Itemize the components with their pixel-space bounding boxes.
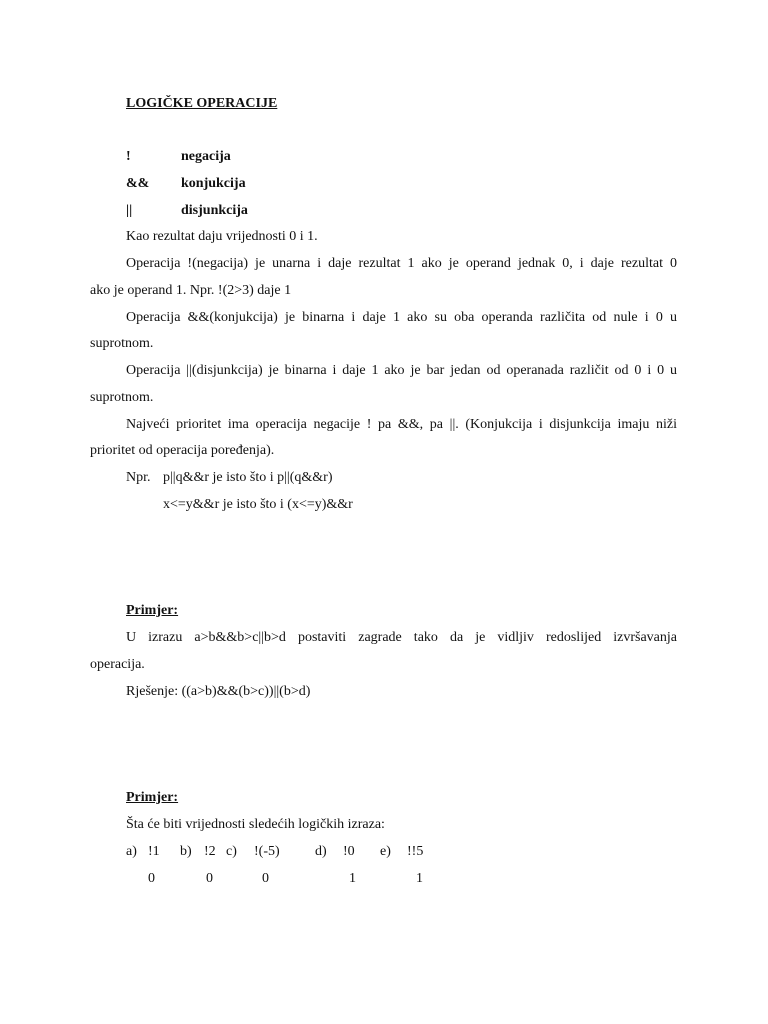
- item-label: a): [126, 844, 137, 859]
- operator-symbol: &&: [126, 176, 150, 191]
- item-expression: !2: [204, 844, 216, 859]
- item-expression: !!5: [407, 844, 424, 859]
- paragraph-text: Operacija !(negacija) je unarna i daje rezultat 1 ako je operand jednak 0, i daje rezultat 0: [126, 256, 677, 271]
- item-label: b): [180, 844, 192, 859]
- paragraph-text: Najveći prioritet ima operacija negacije ! pa &&, pa ||. (Konjukcija i disjunkcija imaju niži: [126, 417, 677, 432]
- operator-name: disjunkcija: [181, 203, 248, 218]
- item-label: d): [315, 844, 327, 859]
- paragraph-text: operacija.: [90, 657, 145, 672]
- paragraph-text: ako je operand 1. Npr. !(2>3) daje 1: [90, 283, 292, 298]
- paragraph-text: suprotnom.: [90, 390, 154, 405]
- item-label: c): [226, 844, 237, 859]
- operator-symbol: ||: [126, 203, 133, 218]
- operator-name: konjukcija: [181, 176, 246, 191]
- paragraph-text: prioritet od operacija poređenja).: [90, 443, 275, 458]
- example-label: Npr.: [126, 470, 151, 485]
- item-label: e): [380, 844, 391, 859]
- example-heading: Primjer:: [126, 603, 179, 618]
- paragraph-text: Kao rezultat daju vrijednosti 0 i 1.: [126, 229, 318, 244]
- operator-name: negacija: [181, 149, 231, 164]
- item-expression: !0: [343, 844, 355, 859]
- item-result: 1: [349, 871, 356, 886]
- item-result: 0: [262, 871, 269, 886]
- paragraph-text: U izrazu a>b&&b>c||b>d postaviti zagrade tako da je vidljiv redoslijed izvršavanja: [126, 630, 677, 645]
- item-expression: !(-5): [254, 844, 280, 859]
- item-result: 0: [206, 871, 213, 886]
- paragraph-text: Operacija ||(disjunkcija) je binarna i daje 1 ako je bar jedan od operanada različit od 0 i 0 u: [126, 363, 677, 378]
- solution-text: Rješenje: ((a>b)&&(b>c))||(b>d): [126, 684, 311, 699]
- paragraph-text: Operacija &&(konjukcija) je binarna i daje 1 ako su oba operanda različita od nule i 0 u: [126, 310, 677, 325]
- example-expression: p||q&&r je isto što i p||(q&&r): [163, 470, 333, 485]
- item-result: 0: [148, 871, 155, 886]
- item-result: 1: [416, 871, 423, 886]
- example-heading: Primjer:: [126, 790, 179, 805]
- item-expression: !1: [148, 844, 160, 859]
- paragraph-text: suprotnom.: [90, 336, 154, 351]
- example-expression: x<=y&&r je isto što i (x<=y)&&r: [163, 497, 353, 512]
- page-title: LOGIČKE OPERACIJE: [126, 96, 278, 111]
- question-text: Šta će biti vrijednosti sledećih logičkih izraza:: [126, 817, 385, 832]
- operator-symbol: !: [126, 149, 131, 164]
